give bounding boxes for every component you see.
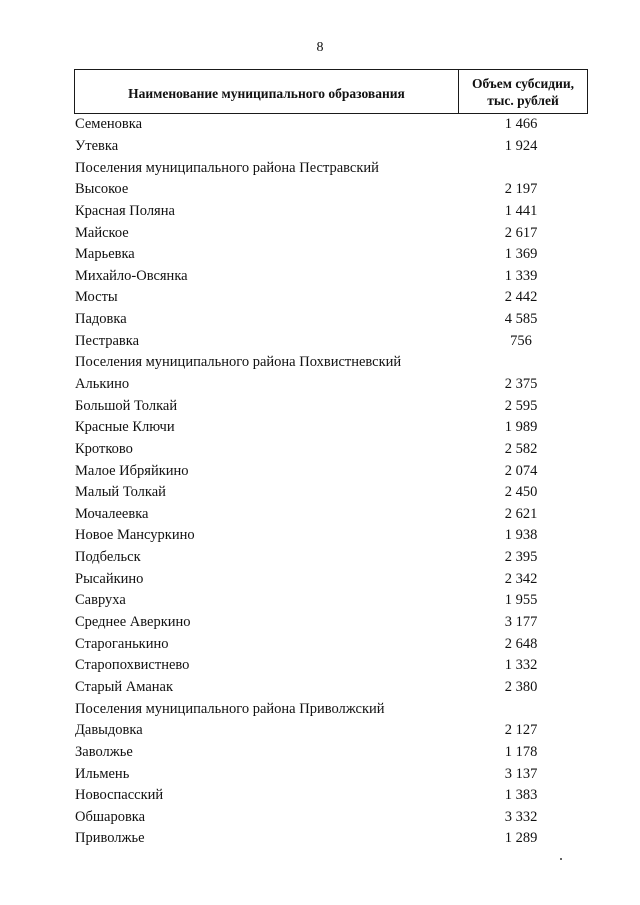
group-title: Поселения муниципального района Похвистневский bbox=[75, 354, 402, 371]
table-row bbox=[74, 309, 588, 331]
settlement-name: Падовка bbox=[75, 311, 127, 328]
settlement-name: Заволжье bbox=[75, 743, 133, 760]
subsidy-value: 1 989 bbox=[504, 419, 538, 436]
table-group-row bbox=[74, 698, 588, 720]
subsidy-value: 1 938 bbox=[504, 527, 538, 544]
subsidy-value: 1 369 bbox=[504, 246, 538, 263]
subsidy-value: 1 955 bbox=[504, 592, 538, 609]
subsidy-value: 1 466 bbox=[504, 116, 538, 133]
subsidy-value: 4 585 bbox=[504, 311, 538, 328]
subsidy-value: 3 137 bbox=[504, 765, 538, 782]
table-group-row bbox=[74, 352, 588, 374]
table-row bbox=[74, 720, 588, 742]
subsidy-value: 1 332 bbox=[504, 657, 538, 674]
subsidy-value: 1 289 bbox=[504, 830, 538, 847]
subsidy-value: 2 450 bbox=[504, 484, 538, 501]
settlement-name: Алькино bbox=[75, 376, 130, 392]
settlement-name: Красные Ключи bbox=[75, 419, 175, 436]
settlement-name: Утевка bbox=[75, 137, 119, 154]
settlement-name: Мосты bbox=[75, 289, 118, 306]
table-row bbox=[74, 244, 588, 266]
settlement-name: Кротково bbox=[75, 440, 133, 457]
settlement-name: Приволжье bbox=[75, 830, 145, 847]
table-header bbox=[74, 69, 588, 114]
settlement-name: Рысайкино bbox=[75, 570, 144, 587]
page-number: 8 bbox=[316, 40, 324, 55]
column-header-value-line1: Объем субсидии, bbox=[471, 75, 574, 91]
table-row bbox=[74, 655, 588, 677]
table-row bbox=[74, 742, 588, 764]
table-row bbox=[74, 785, 588, 807]
table-row bbox=[74, 763, 588, 785]
table-row bbox=[74, 179, 588, 201]
subsidy-value: 2 074 bbox=[504, 462, 538, 479]
subsidy-value: 2 395 bbox=[504, 549, 538, 566]
subsidy-value: 1 339 bbox=[504, 267, 538, 284]
subsidy-value: 2 442 bbox=[504, 289, 538, 306]
table-row bbox=[74, 590, 588, 612]
subsidy-value: 1 924 bbox=[504, 137, 538, 154]
subsidy-table bbox=[74, 69, 588, 850]
table-row bbox=[74, 504, 588, 526]
table-row bbox=[74, 633, 588, 655]
settlement-name: Марьевка bbox=[75, 246, 135, 263]
settlement-name: Красная Поляна bbox=[75, 202, 175, 219]
subsidy-value: 2 648 bbox=[504, 635, 538, 652]
table-row bbox=[74, 828, 588, 850]
settlement-name: Высокое bbox=[75, 181, 129, 198]
table-row bbox=[74, 136, 588, 158]
settlement-name: Староганькино bbox=[75, 635, 169, 652]
table-row bbox=[74, 807, 588, 829]
settlement-name: Подбельск bbox=[75, 549, 141, 566]
table-row bbox=[74, 482, 588, 504]
table-row bbox=[74, 222, 588, 244]
subsidy-value: 2 197 bbox=[504, 181, 538, 198]
subsidy-value: 1 383 bbox=[504, 787, 538, 804]
settlement-name: Новое Мансуркино bbox=[75, 527, 195, 544]
subsidy-value: 2 375 bbox=[504, 376, 538, 392]
settlement-name: Мочалеевка bbox=[75, 505, 149, 522]
settlement-name: Обшаровка bbox=[75, 808, 146, 825]
table-row bbox=[74, 439, 588, 461]
settlement-name: Старый Аманак bbox=[75, 678, 174, 695]
settlement-name: Малое Ибряйкино bbox=[75, 462, 189, 479]
subsidy-value: 2 380 bbox=[504, 678, 538, 695]
table-row bbox=[74, 395, 588, 417]
settlement-name: Новоспасский bbox=[75, 787, 164, 804]
subsidy-value: 3 332 bbox=[504, 808, 538, 825]
settlement-name: Майское bbox=[75, 224, 129, 241]
subsidy-value: 2 595 bbox=[504, 397, 538, 414]
column-header-name: Наименование муниципального образования bbox=[75, 70, 459, 113]
subsidy-value: 2 617 bbox=[504, 224, 538, 241]
table-row bbox=[74, 114, 588, 136]
settlement-name: Большой Толкай bbox=[75, 397, 178, 414]
subsidy-value: 756 bbox=[510, 332, 532, 349]
subsidy-value: 2 621 bbox=[504, 505, 538, 522]
settlement-name: Семеновка bbox=[75, 116, 143, 133]
settlement-name: Михайло-Овсянка bbox=[75, 267, 188, 284]
settlement-name: Пестравка bbox=[75, 332, 140, 349]
settlement-name: Старопохвистнево bbox=[75, 657, 190, 674]
table-row bbox=[74, 568, 588, 590]
table-row bbox=[74, 417, 588, 439]
table-row bbox=[74, 460, 588, 482]
settlement-name: Ильмень bbox=[75, 765, 130, 782]
subsidy-value: 3 177 bbox=[504, 614, 538, 631]
settlement-name: Давыдовка bbox=[75, 722, 143, 739]
subsidy-value: 2 582 bbox=[504, 440, 538, 457]
table-row bbox=[74, 525, 588, 547]
table-row bbox=[74, 547, 588, 569]
subsidy-value: 1 178 bbox=[504, 743, 538, 760]
table-row bbox=[74, 201, 588, 223]
settlement-name: Среднее Аверкино bbox=[75, 614, 191, 631]
settlement-name: Малый Толкай bbox=[75, 484, 166, 501]
subsidy-value: 2 127 bbox=[504, 722, 538, 739]
table-row bbox=[74, 677, 588, 699]
table-group-row bbox=[74, 157, 588, 179]
group-title: Поселения муниципального района Пестравский bbox=[75, 159, 379, 176]
table-row bbox=[74, 330, 588, 352]
settlement-name: Савруха bbox=[75, 592, 126, 609]
subsidy-value: 1 441 bbox=[504, 202, 538, 219]
table-row bbox=[74, 287, 588, 309]
column-header-value bbox=[459, 70, 587, 113]
table-body bbox=[74, 114, 588, 850]
scan-speck bbox=[560, 858, 562, 860]
table-row bbox=[74, 374, 588, 396]
subsidy-value: 2 342 bbox=[504, 570, 538, 587]
table-row bbox=[74, 265, 588, 287]
group-title: Поселения муниципального района Приволжский bbox=[75, 700, 385, 717]
table-row bbox=[74, 612, 588, 634]
column-header-value-line2: тыс. рублей bbox=[487, 92, 559, 108]
